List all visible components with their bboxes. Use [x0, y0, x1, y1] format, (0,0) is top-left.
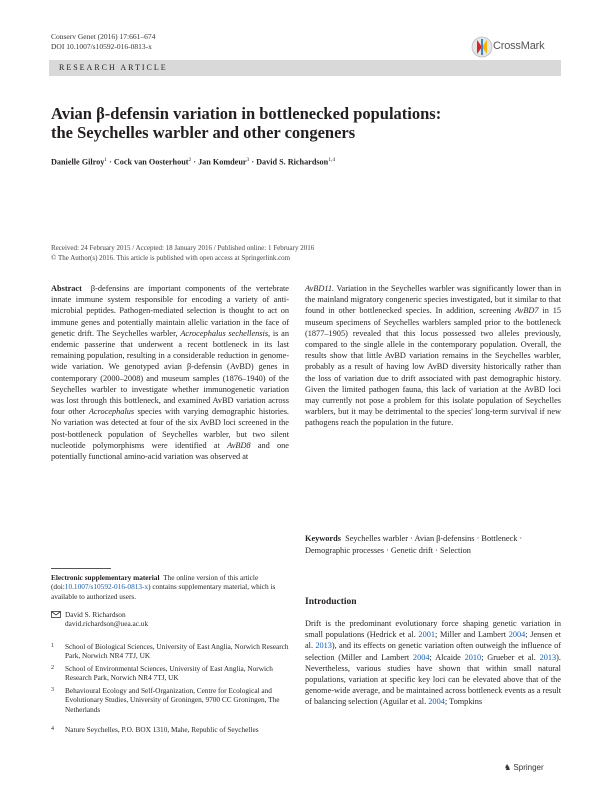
affiliation-text: Behavioural Ecology and Self-Organization, Centre for Ecological and Evolutionary Studies, University of Groningen, 9700 CC Groningen, The Netherlands — [65, 686, 280, 714]
article-type-banner — [49, 60, 561, 76]
gene-name: AvBD7 — [515, 306, 539, 316]
intro-text: ; Miller and Lambert — [435, 630, 507, 640]
publisher-name: Springer — [513, 763, 544, 772]
citation-link[interactable]: 2013 — [315, 641, 332, 651]
affiliation-text: Nature Seychelles, P.O. BOX 1310, Mahe, Republic of Seychelles — [65, 725, 259, 734]
citation-link[interactable]: 2004 — [508, 630, 526, 640]
contact-email[interactable]: david.richardson@uea.ac.uk — [65, 619, 149, 629]
species-name: Acrocephalus sechellensis, — [180, 328, 271, 338]
envelope-icon — [51, 611, 61, 618]
esm-label: Electronic supplementary material — [51, 573, 160, 582]
supplementary-material-note — [51, 573, 289, 601]
intro-text: ; Tompkins — [444, 697, 483, 707]
article-type: RESEARCH ARTICLE — [59, 63, 168, 72]
abstract-text: Variation in the Seychelles warbler was significantly lower than in the mainland migratory congeneric species investigated, but it similar to that found in other bottlenecked species. In addition, screening — [305, 284, 561, 316]
citation-link[interactable]: 2004 — [412, 652, 430, 662]
gene-name: AvBD8 — [227, 440, 251, 450]
citation-link[interactable]: 2001 — [418, 630, 436, 640]
affiliation-number: 3 — [51, 687, 54, 693]
crossmark-icon — [471, 36, 493, 58]
contact-name: David S. Richardson — [65, 610, 126, 619]
crossmark-badge[interactable] — [471, 36, 561, 60]
genus-name: Acrocephalus — [88, 407, 135, 417]
footnote-divider — [51, 568, 111, 569]
abstract-label: Abstract — [51, 284, 82, 293]
author-separator: · — [107, 157, 114, 167]
abstract-text: is an endemic passerine that underwent a recent bottleneck in its last remaining population, resulting in a considerable reduction in genome-wide variation. We genotyped avian β-defensin (AvBD) genes in contemporary (2000–2008) and museum samples (1876–1940) of the Seychelles warbler to investigate whether immunogenetic variation was lost through this bottleneck, and examined AvBD variation across four other — [51, 328, 289, 417]
intro-text: ; Grueber et al. — [481, 652, 536, 662]
license-line: © The Author(s) 2016. This article is published with open access at Springerlink.com — [51, 254, 291, 262]
author[interactable]: Cock van Oosterhout — [113, 157, 189, 167]
springer-horse-icon: ♞ — [504, 763, 512, 772]
crossmark-label: CrossMark — [493, 40, 545, 52]
intro-text: ; Jensen et al. — [305, 630, 561, 651]
keywords-text: Seychelles warbler · Avian β-defensins · Bottleneck · Demographic processes · Genetic drift · Selection — [305, 534, 523, 555]
keywords — [305, 533, 561, 557]
abstract-text: species with varying demographic histories. No variation was detected at four of the six AvBD loci screened in the post-bottleneck population of Seychelles warbler, but two silent nucleotide polymorphisms were identified at — [51, 407, 290, 450]
author-affiliation-mark: 1,4 — [328, 157, 336, 163]
article-title — [51, 104, 561, 142]
introduction-text — [305, 618, 561, 708]
gene-name: AvBD11. — [305, 284, 335, 293]
esm-text: ) contains supplementary material, which is available to authorized users. — [51, 582, 276, 601]
abstract-text: and one potentially functional amino-acid variation was observed at — [51, 440, 289, 462]
title-line-2: the Seychelles warbler and other congeners — [51, 123, 356, 142]
author-affiliation-mark: 2 — [188, 157, 192, 163]
author[interactable]: David S. Richardson — [256, 157, 329, 167]
affiliation-text: School of Biological Sciences, University of East Anglia, Norwich Research Park, Norwich NR4 7TJ, UK — [65, 642, 289, 661]
author-affiliation-mark: 3 — [246, 157, 250, 163]
author-affiliation-mark: 1 — [104, 157, 108, 163]
author-separator: · — [249, 157, 257, 167]
dates-line: Received: 24 February 2015 / Accepted: 18 January 2016 / Published online: 1 February 2016 — [51, 244, 315, 252]
citation-link[interactable]: 2010 — [464, 652, 482, 662]
author[interactable]: Jan Komdeur — [198, 157, 247, 167]
abstract-text: β-defensins are important components of the vertebrate innate immune system responsible for encoding a variety of anti-microbial peptides. Pathogen-mediated selection is thought to act on immune genes and potentially maintain allelic variation in the face of genetic drift. The Seychelles warbler, — [51, 284, 289, 338]
affiliation-text: School of Environmental Sciences, University of East Anglia, Norwich Research Park, Norwich NR4 7TJ, UK — [65, 664, 273, 683]
abstract-text: in 15 museum specimens of Seychelles warblers sampled prior to the bottleneck (1877–1905) revealed that this locus possessed two alleles previously, compared to the single allele in the contemporary population. Overall, the results show that little AvBD variation remains in the Seychelles warbler, probably as a result of having low AvBD diversity historically rather than the loss of variation due to drift associated with past demographic history. Given the limited pathogen fauna, this lack of variation at the AvBD loci may currently not pose a problem for this isolate population of Seychelles warblers, but it may be detrimental to the species' long-term survival if new pathogens reach the population in the future. — [305, 306, 562, 428]
citation-link[interactable]: 2013 — [539, 652, 557, 662]
publication-dates — [51, 243, 561, 263]
esm-text: The online version of this article (doi: — [51, 573, 259, 592]
abstract-column-2 — [305, 283, 561, 429]
author-list — [51, 157, 561, 167]
affiliation-number: 1 — [51, 643, 54, 649]
intro-text: ). Nevertheless, various studies have shown that within small natural populations, variation at specific key loci can be elevated above that of the genome-wide average, and be maintained across bottleneck events as a result of balancing selection (Aguilar et al. — [305, 652, 562, 707]
citation-link[interactable]: 2004 — [428, 697, 445, 707]
corresponding-author — [51, 610, 289, 629]
journal-reference: Conserv Genet (2016) 17:661–674 — [51, 32, 156, 41]
doi: DOI 10.1007/s10592-016-0813-x — [51, 42, 152, 51]
affiliation-number: 2 — [51, 665, 54, 671]
introduction-heading: Introduction — [305, 597, 357, 607]
abstract-column-1 — [51, 283, 289, 462]
author[interactable]: Danielle Gilroy — [51, 157, 105, 167]
publisher-logo — [504, 763, 544, 772]
title-line-1: Avian β-defensin variation in bottlenecked populations: — [51, 104, 442, 123]
affiliation-number: 4 — [51, 726, 54, 732]
esm-doi-link[interactable]: 10.1007/s10592-016-0813-x — [64, 582, 149, 592]
intro-text: ; Alcaide — [429, 652, 461, 662]
intro-text: ), and its effects on genetic variation often outweigh the influence of selection (Miller and Lambert — [305, 641, 561, 662]
intro-text: Drift is the predominant evolutionary force shaping genetic variation in small populations (Hedrick et al. — [305, 619, 561, 640]
keywords-label: Keywords — [305, 534, 341, 543]
author-separator: · — [191, 157, 199, 167]
